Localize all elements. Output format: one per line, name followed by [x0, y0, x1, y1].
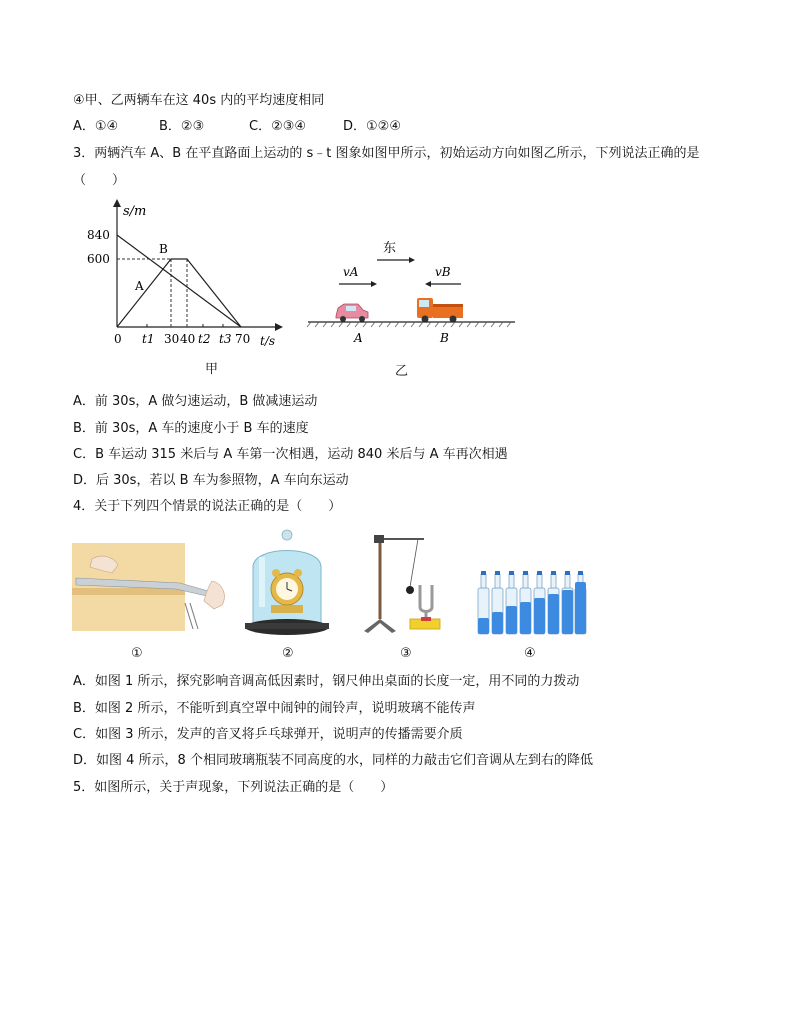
q2-options: [73, 118, 401, 136]
car-a-label: A: [354, 331, 363, 344]
picture-3-tuning-fork: [362, 527, 450, 637]
q2-option-c: C．②③④: [249, 119, 307, 134]
q5-stem: 5．如图所示，关于声现象，下列说法正确的是（ ）: [73, 780, 394, 795]
bottle-1: [478, 571, 489, 634]
q4-option-c: C．如图 3 所示，发声的音叉将乒乓球弹开，说明声的传播需要介质: [73, 727, 463, 742]
direction-label: 东: [383, 241, 397, 256]
q4-option-a: A．如图 1 所示，探究影响音调高低因素时，钢尺伸出桌面的长度一定，用不同的力拨动: [73, 674, 580, 689]
y-tick-600: 600: [87, 252, 110, 266]
q3-option-a: A．前 30s，A 做匀速运动，B 做减速运动: [73, 394, 318, 409]
caption-4: ④: [524, 646, 536, 661]
bottle-8: [575, 571, 586, 634]
va-arrow-head: [371, 281, 377, 287]
x-tick-40: 40: [180, 332, 196, 346]
x-tick-30: 30: [164, 332, 180, 346]
q3-stem: 3．两辆汽车 A、B 在平直路面上运动的 s﹣t 图象如图甲所示，初始运动方向如图乙所示，下列说法正确的是: [73, 146, 700, 161]
vb-label: vB: [435, 265, 451, 279]
picture-2-bell-jar: [243, 527, 331, 639]
x-tick-0: 0: [114, 332, 122, 346]
bottle-3: [506, 571, 517, 634]
caption-1: ①: [131, 646, 143, 661]
q4-stem: 4．关于下列四个情景的说法正确的是（ ）: [73, 499, 342, 514]
va-label: vA: [343, 265, 359, 279]
x-axis-label: t/s: [260, 334, 276, 348]
east-arrow-head: [409, 257, 415, 263]
q2-option-a: A．①④: [73, 119, 119, 134]
x-tick-t3: t3: [219, 332, 232, 346]
picture-4-bottles: [475, 570, 587, 638]
y-axis-label: s/m: [123, 204, 147, 219]
caption-3: ③: [400, 646, 412, 661]
bottle-7: [562, 571, 573, 634]
caption-jia: 甲: [205, 362, 219, 377]
caption-2: ②: [282, 646, 294, 661]
vb-arrow-head: [425, 281, 431, 287]
car-a: [336, 304, 368, 322]
q4-option-d: D．如图 4 所示，8 个相同玻璃瓶装不同高度的水，同样的力敲击它们音调从左到右的降低: [73, 753, 593, 768]
caption-yi: 乙: [395, 364, 409, 379]
picture-1-ruler: [72, 543, 232, 635]
bottle-5: [534, 571, 545, 634]
q3-option-d: D．后 30s，若以 B 车为参照物，A 车向东运动: [73, 473, 349, 488]
y-axis-arrow: [113, 199, 121, 207]
q3-paren: （ ）: [73, 173, 126, 188]
q3-option-b: B．前 30s，A 车的速度小于 B 车的速度: [73, 421, 309, 436]
y-tick-840: 840: [87, 228, 110, 242]
truck-b: [417, 298, 463, 323]
q4-option-b: B．如图 2 所示，不能听到真空罩中闹钟的闹铃声，说明玻璃不能传声: [73, 701, 476, 716]
x-axis-arrow: [275, 323, 283, 331]
line-b: [117, 259, 241, 327]
q3-option-c: C．B 车运动 315 米后与 A 车第一次相遇，运动 840 米后与 A 车再次相遇: [73, 447, 508, 462]
q2-option-b: B．②③: [159, 119, 205, 134]
bottle-6: [548, 571, 559, 634]
bottle-4: [520, 571, 531, 634]
q2-option-d: D．①②④: [343, 119, 401, 134]
car-b-label: B: [440, 331, 449, 344]
bottle-2: [492, 571, 503, 634]
x-tick-70: 70: [235, 332, 251, 346]
x-tick-t2: t2: [198, 332, 211, 346]
x-tick-t1: t1: [142, 332, 155, 346]
st-graph: [85, 195, 285, 350]
label-a: A: [135, 279, 144, 293]
road-scene: [305, 232, 520, 344]
q2-statement-4: ④甲、乙两辆车在这 40s 内的平均速度相同: [73, 93, 325, 108]
label-b: B: [159, 242, 168, 256]
